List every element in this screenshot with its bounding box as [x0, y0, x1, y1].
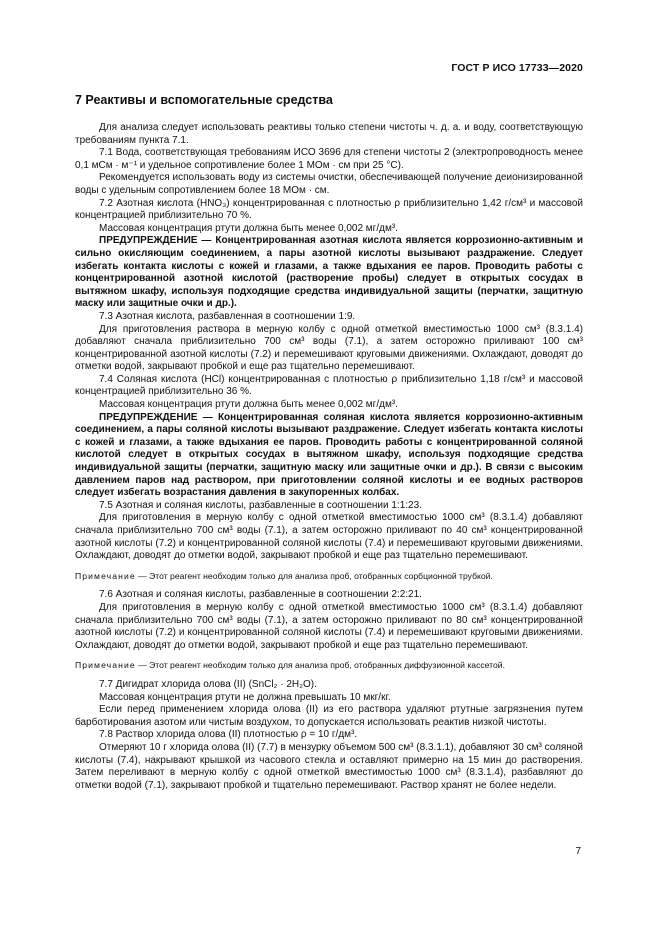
warning-paragraph: ПРЕДУПРЕЖДЕНИЕ — Концентрированная азотная кислота является коррозионно-активным и сильно окисляющим соединением, а пары азотной кислоты вызывают раздражение. Следует избегать контакта кислоты с кожей и глазами, а также вдыхания ее паров. Проводить работы с концентрированной азотной кислотой (растворение пробы) следует в открытых сосудах в вытяжном шкафу, используя подходящие средства индивидуальной защиты (перчатки, защитную маску или защитные очки и др.).: [75, 235, 583, 310]
paragraph: 7.7 Дигидрат хлорида олова (II) (SnCl₂ · 2H₂O).: [99, 678, 317, 690]
paragraph: Массовая концентрация ртути должна быть менее 0,002 мг/дм³.: [99, 222, 398, 234]
paragraph: Для анализа следует использовать реактивы только степени чистоты ч. д. а. и воду, соответствующую требованиям пункта 7.1.: [75, 122, 583, 146]
paragraph: 7.5 Азотная и соляная кислоты, разбавленные в соотношении 1:1:23.: [99, 499, 422, 511]
paragraph: Для приготовления раствора в мерную колбу с одной отметкой вместимостью 1000 см³ (8.3.1.4) добавляют сначала приблизительно 700 см³ воды (7.1), а затем осторожно приливают 100 см³ концентрированной азотной кислоты (7.2) и перемешивают круговыми движениями. Охлаждают, доводят до отметки водой, закрывают пробкой и еще раз тщательно перемешивают.: [75, 323, 583, 373]
paragraph: Для приготовления в мерную колбу с одной отметкой вместимостью 1000 см³ (8.3.1.4) добавляют сначала приблизительно 700 см³ воды (7.1), а затем осторожно приливают по 80 см³ концентрированной азотной кислоты (7.2) и концентрированной соляной кислоты (7.4) и перемешивают круговыми движениями. Охлаждают, доводят до отметки водой, закрывают пробкой и еще раз тщательно перемешивают.: [75, 601, 583, 651]
paragraph: 7.2 Азотная кислота (HNO₃) концентрированная с плотностью ρ приблизительно 1,42 г/см³ и массовой концентрацией приблизительно 70 %.: [75, 197, 583, 222]
section-title: 7 Реактивы и вспомогательные средства: [75, 93, 333, 107]
paragraph: Отмеряют 10 г хлорида олова (II) (7.7) в мензурку объемом 500 см³ (8.3.1.1), добавляют 30 см³ соляной кислоты (7.4), накрывают крышкой из часового стекла и оставляют примерно на 15 мин до растворения. Затем переливают в мерную колбу с одной отметкой вместимостью 1000 см³ (8.3.1.4), разбавляют до отметки водой (7.1), закрывают пробкой и тщательно перемешивают. Раствор хранят не более недели.: [75, 741, 583, 791]
document-header: ГОСТ Р ИСО 17733—2020: [451, 62, 583, 74]
paragraph: Для приготовления в мерную колбу с одной отметкой вместимостью 1000 см³ (8.3.1.4) добавляют сначала приблизительно 700 см³ воды (7.1), а затем осторожно приливают по 40 см³ концентрированной азотной кислоты (7.2) и концентрированной соляной кислоты (7.4) и перемешивают круговыми движениями. Охлаждают, доводят до отметки водой, закрывают пробкой и еще раз тщательно перемешивают.: [75, 512, 583, 562]
note: [75, 570, 583, 583]
note-label: Примечание: [75, 570, 136, 581]
warning-paragraph: ПРЕДУПРЕЖДЕНИЕ — Концентрированная соляная кислота является коррозионно-активным соединением, а пары соляной кислоты вызывают раздражение. Следует избегать контакта кислоты с кожей и глазами, а также вдыхания ее паров. Проводить работы с концентрированной соляной кислотой следует в открытых сосудах в вытяжном шкафу, используя подходящие средства индивидуальной защиты (перчатки, защитную маску или защитные очки и др.). В связи с высоким давлением паров над раствором, при приготовлении соляной кислоты и ее водных растворов следует избегать возрастания давления в закупоренных колбах.: [75, 411, 583, 499]
paragraph: 7.1 Вода, соответствующая требованиям ИСО 3696 для степени чистоты 2 (электропроводность менее 0,1 мСм · м⁻¹ и удельное сопротивление более 1 МОм · см при 25 °С).: [75, 147, 583, 171]
paragraph: 7.6 Азотная и соляная кислоты, разбавленные в соотношении 2:2:21.: [99, 589, 422, 601]
paragraph: 7.4 Соляная кислота (HCl) концентрированная с плотностью ρ приблизительно 1,18 г/см³ и массовой концентрацией приблизительно 36 %.: [75, 373, 583, 398]
note-text: — Этот реагент необходим только для анализа проб, отобранных сорбционной трубкой.: [135, 570, 493, 581]
note-label: Примечание: [75, 660, 136, 671]
paragraph: Массовая концентрация ртути не должна превышать 10 мкг/кг.: [99, 691, 391, 703]
paragraph: 7.3 Азотная кислота, разбавленная в соотношении 1:9.: [99, 310, 356, 322]
note-text: — Этот реагент необходим только для анализа проб, отобранных диффузионной кассетой.: [135, 660, 505, 671]
paragraph: Рекомендуется использовать воду из системы очистки, обеспечивающей получение деионизированной воды с удельным сопротивлением более 18 МОм · см.: [75, 172, 583, 196]
page-content: [75, 93, 583, 792]
page-number: 7: [575, 846, 581, 857]
paragraph: 7.8 Раствор хлорида олова (II) плотностью ρ = 10 г/дм³.: [99, 729, 358, 741]
paragraph: Массовая концентрация ртути должна быть менее 0,002 мг/дм³.: [99, 399, 398, 411]
paragraph: Если перед применением хлорида олова (II) из его раствора удаляют ртутные загрязнения путем барботирования азотом или чистым воздухом, то допускается использовать реактив низкой чистоты.: [75, 704, 583, 728]
note: [75, 659, 583, 672]
